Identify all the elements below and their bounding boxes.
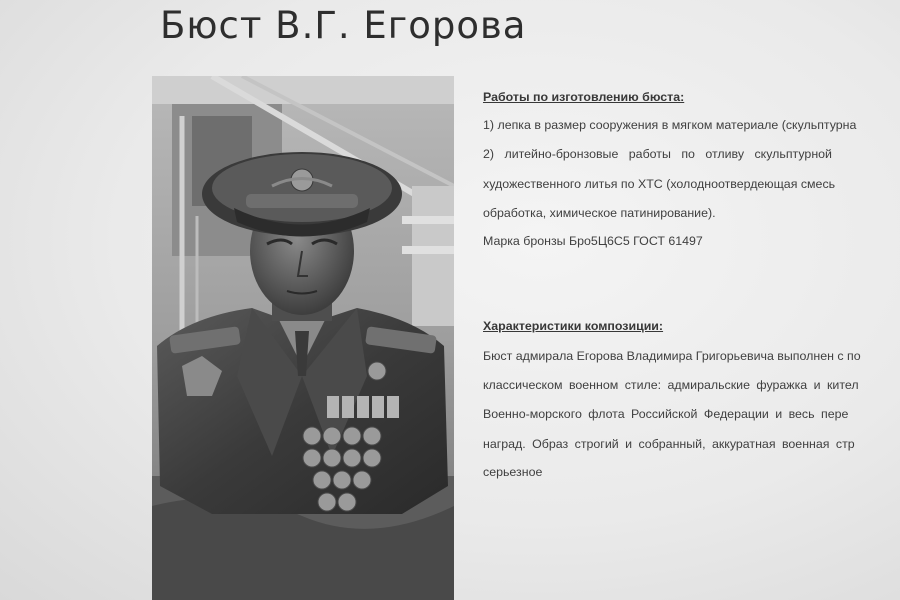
composition-line-4: наград. Образ строгий и собранный, аккуратная военная стр <box>483 437 855 451</box>
works-line-2: 2) литейно-бронзовые работы по отливу скульптурной <box>483 147 832 161</box>
works-line-1: 1) лепка в размер сооружения в мягком материале (скульптурна <box>483 118 857 132</box>
works-line-5: Марка бронзы Бро5Ц6С5 ГОСТ 61497 <box>483 234 703 248</box>
bust-photo <box>152 76 454 600</box>
works-line-3: художественного литья по ХТС (холодноотвердеющая смесь <box>483 177 836 191</box>
composition-heading: Характеристики композиции: <box>483 319 664 333</box>
page-title: Бюст В.Г. Егорова <box>160 4 527 47</box>
works-line-4: обработка, химическое патинирование). <box>483 206 716 220</box>
composition-line-1: Бюст адмирала Егорова Владимира Григорьевича выполнен с по <box>483 349 861 363</box>
text-column <box>483 0 900 600</box>
works-heading: Работы по изготовлению бюста: <box>483 90 685 104</box>
composition-line-2: классическом военном стиле: адмиральские фуражка и кител <box>483 378 859 392</box>
composition-line-5: серьезное <box>483 465 543 479</box>
composition-line-3: Военно-морского флота Российской Федерации и весь пере <box>483 407 849 421</box>
